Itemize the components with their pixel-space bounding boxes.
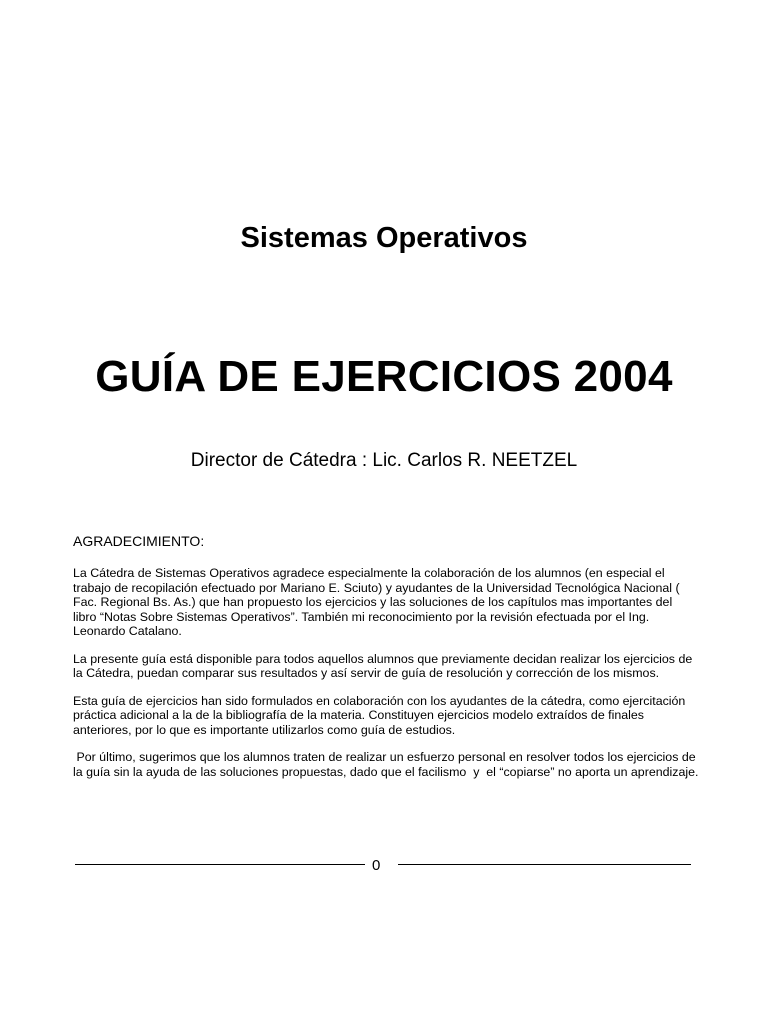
acknowledgement-heading: AGRADECIMIENTO: (73, 533, 205, 549)
footer-divider-right (398, 864, 691, 865)
acknowledgement-body (73, 566, 699, 792)
paragraph: La Cátedra de Sistemas Operativos agradece especialmente la colaboración de los alumnos (en especial el trabajo de recopilación efectuado por Mariano E. Sciuto) y ayudantes de la Universidad Tecnológica Nacional ( Fac. Regional Bs. As.) que han propuesto los ejercicios y las soluciones de los capítulos mas importantes del libro “Notas Sobre Sistemas Operativos”. También mi reconocimiento por la revisión efectuada por el Ing. Leonardo Catalano. (73, 566, 680, 638)
paragraph: Por último, sugerimos que los alumnos traten de realizar un esfuerzo personal en resolver todos los ejercicios de la guía sin la ayuda de las soluciones propuestas, dado que el facilismo y el “copiarse” no aporta un aprendizaje. (73, 750, 700, 779)
page-number: 0 (372, 857, 381, 874)
director-line: Director de Cátedra : Lic. Carlos R. NEETZEL (190, 450, 578, 471)
guide-title: GUÍA DE EJERCICIOS 2004 (95, 352, 673, 401)
paragraph: La presente guía está disponible para todos aquellos alumnos que previamente decidan realizar los ejercicios de la Cátedra, puedan comparar sus resultados y así servir de guía de resolución y corrección de los mismos. (73, 651, 693, 680)
course-title: Sistemas Operativos (240, 222, 528, 254)
paragraph: Esta guía de ejercicios han sido formulados en colaboración con los ayudantes de la cátedra, como ejercitación práctica adicional a la de la bibliografía de la materia. Constituyen ejercicios modelo extraídos de finales anteriores, por lo que es importante utilizarlos como guía de estudios. (73, 693, 686, 737)
footer-divider-left (75, 864, 365, 865)
